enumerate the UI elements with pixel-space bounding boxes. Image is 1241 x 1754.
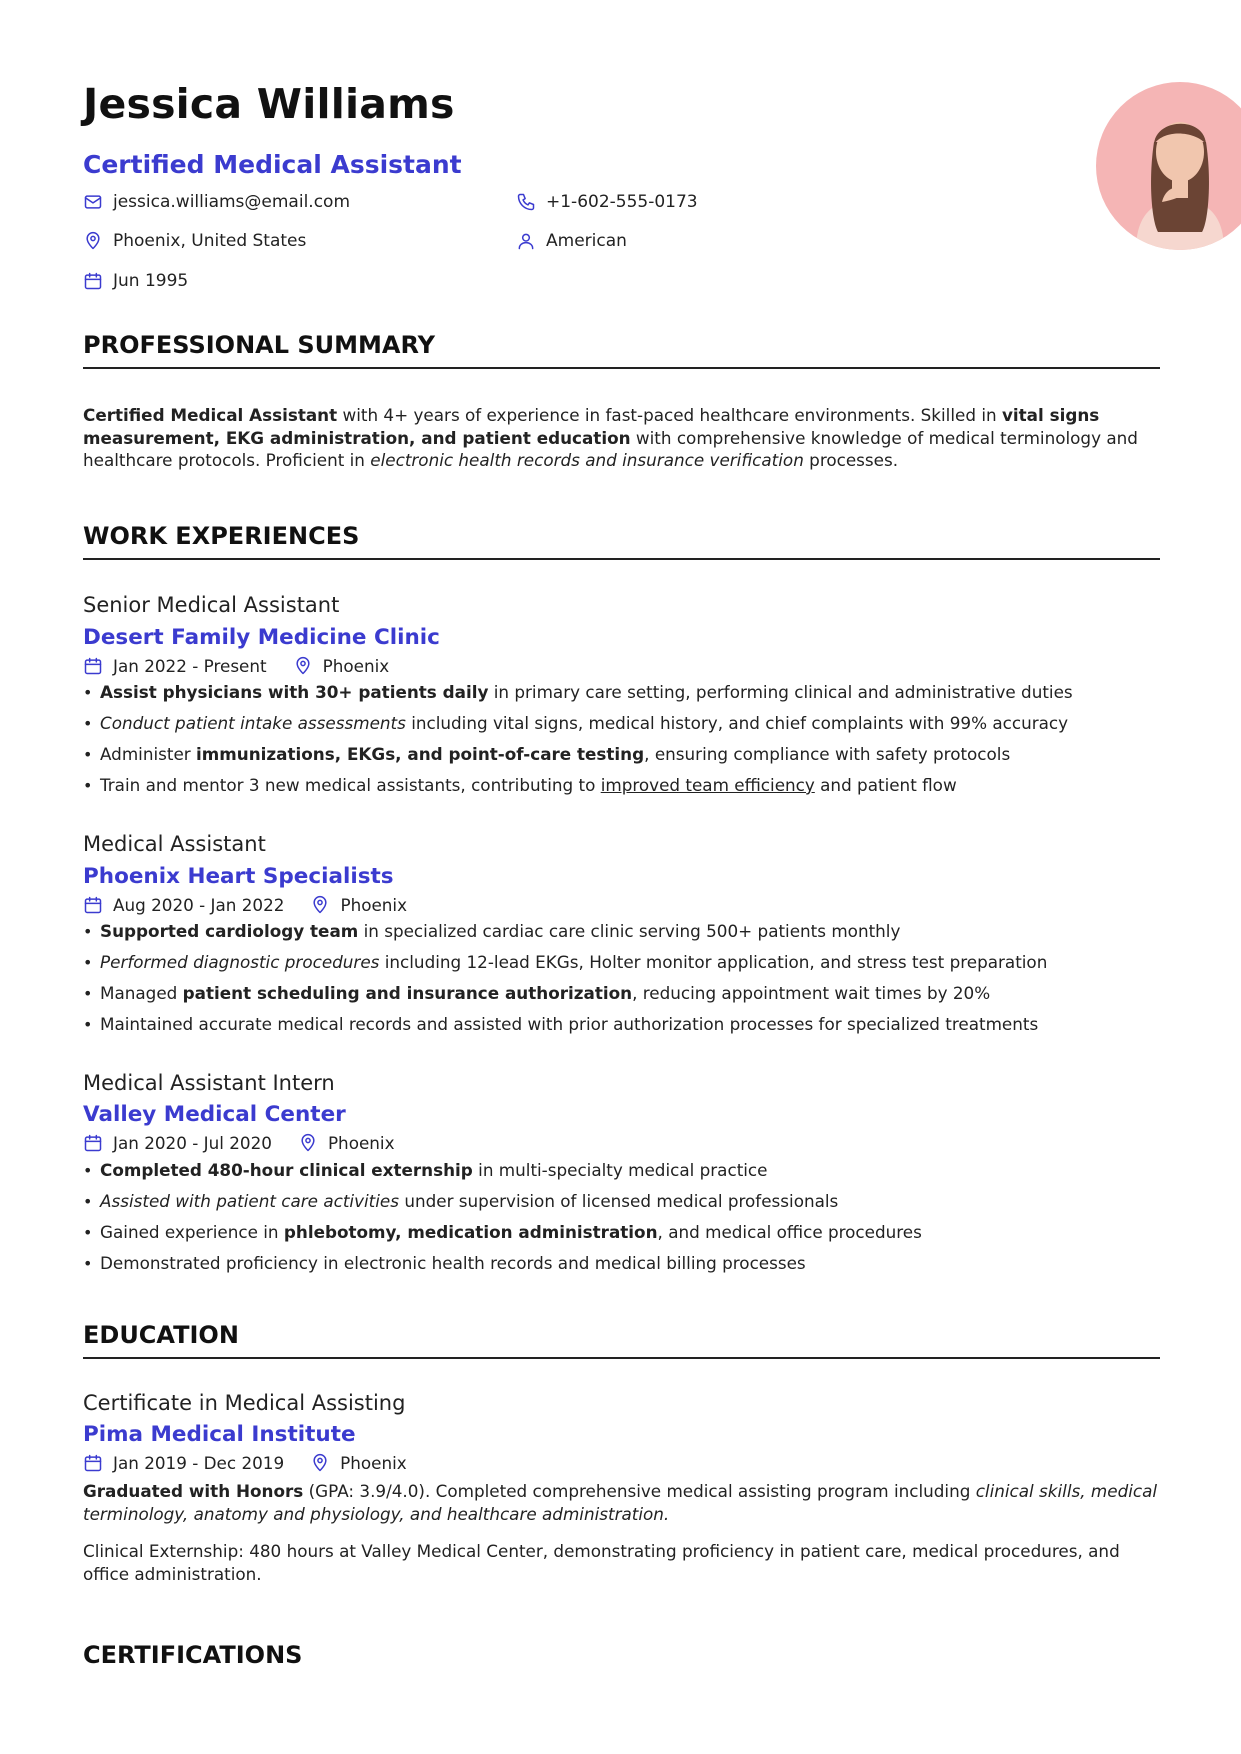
contact-birth-text: Jun 1995: [113, 271, 189, 291]
contact-email-text: jessica.williams@email.com: [113, 192, 351, 212]
job-org: Phoenix Heart Specialists: [83, 864, 394, 889]
bullet-part: Maintained accurate medical records and assisted with prior authorization processes for specialized treatments: [100, 1014, 1039, 1034]
education-extra: Clinical Externship: 480 hours at Valley Medical Center, demonstrating proficiency in patient care, medical procedures, and office administration.: [83, 1541, 1120, 1584]
job-meta: [83, 895, 407, 915]
profile-photo: [1096, 82, 1241, 250]
bullet-part: and patient flow: [814, 775, 957, 795]
section-divider: [83, 558, 1160, 560]
job-org: Valley Medical Center: [83, 1102, 346, 1127]
bullet-part: Demonstrated proficiency in electronic health records and medical billing processes: [100, 1253, 806, 1273]
job-role: Medical Assistant: [83, 832, 266, 856]
bullet-part: including vital signs, medical history, and chief complaints with 99% accuracy: [405, 713, 1069, 733]
section-title-work: WORK EXPERIENCES: [83, 522, 360, 550]
list-item: [83, 916, 1160, 947]
summary-part: with comprehensive knowledge of medical terminology and healthcare protocols. Proficient in: [83, 427, 1138, 470]
bullet-part: improved team efficiency: [600, 775, 815, 795]
bullet-part: Conduct patient intake assessments: [100, 713, 406, 733]
contact-phone-text: +1-602-555-0173: [546, 192, 698, 212]
job-bullets: [83, 677, 1160, 801]
list-item: [83, 1248, 1160, 1279]
location-pin-icon: [310, 895, 330, 915]
job-dates: Aug 2020 - Jan 2022: [113, 895, 285, 915]
education-desc-part: clinical skills, medical terminology, anatomy and physiology, and healthcare administration.: [83, 1481, 1158, 1524]
calendar-icon: [83, 1453, 103, 1473]
education-degree: Certificate in Medical Assisting: [83, 1391, 406, 1415]
bullet-part: Assisted with patient care activities: [100, 1191, 399, 1211]
job-bullets: [83, 1155, 1160, 1279]
bullet-part: Managed: [100, 983, 183, 1003]
job-dates: Jan 2022 - Present: [113, 656, 267, 676]
section-divider: [83, 367, 1160, 369]
job-location: Phoenix: [327, 1133, 395, 1153]
list-item: [83, 1155, 1160, 1186]
contact-location-text: Phoenix, United States: [113, 231, 307, 251]
contact-location: [83, 231, 306, 251]
location-pin-icon: [310, 1453, 330, 1473]
calendar-icon: [83, 656, 103, 676]
list-item: [83, 1009, 1160, 1040]
contact-birth: [83, 271, 188, 291]
bullet-part: including 12-lead EKGs, Holter monitor application, and stress test preparation: [379, 952, 1048, 972]
bullet-part: Completed 480-hour clinical externship: [100, 1160, 473, 1180]
section-divider: [83, 1357, 1160, 1359]
list-item: [83, 677, 1160, 708]
section-title-summary: PROFESSIONAL SUMMARY: [83, 331, 436, 359]
person-icon: [516, 231, 536, 251]
mail-icon: [83, 192, 103, 212]
bullet-part: phlebotomy, medication administration: [283, 1222, 658, 1242]
calendar-icon: [83, 271, 103, 291]
location-pin-icon: [293, 656, 313, 676]
calendar-icon: [83, 1133, 103, 1153]
job-role: Senior Medical Assistant: [83, 593, 340, 617]
candidate-name: Jessica Williams: [83, 80, 455, 128]
list-item: [83, 770, 1160, 801]
job-bullets: [83, 916, 1160, 1040]
summary-text: [83, 404, 1160, 472]
job-dates: Jan 2020 - Jul 2020: [113, 1133, 272, 1153]
education-desc-part: (GPA: 3.9/4.0). Completed comprehensive medical assisting program including: [303, 1481, 976, 1501]
education-meta: [83, 1453, 407, 1473]
bullet-part: , and medical office procedures: [657, 1222, 922, 1242]
bullet-part: Assist physicians with 30+ patients daily: [100, 682, 489, 702]
education-dates: Jan 2019 - Dec 2019: [113, 1453, 285, 1473]
job-meta: [83, 1133, 395, 1153]
summary-part: with 4+ years of experience in fast-paced healthcare environments. Skilled in: [337, 405, 1002, 425]
summary-part: Certified Medical Assistant: [83, 405, 338, 425]
bullet-part: Performed diagnostic procedures: [100, 952, 380, 972]
summary-part: vital signs measurement, EKG administration, and patient education: [83, 405, 1100, 448]
contact-nationality: [516, 231, 627, 251]
summary-part: electronic health records and insurance verification: [370, 450, 804, 470]
job-org: Desert Family Medicine Clinic: [83, 625, 440, 650]
section-title-education: EDUCATION: [83, 1321, 239, 1349]
list-item: [83, 739, 1160, 770]
calendar-icon: [83, 895, 103, 915]
summary-part: processes.: [803, 450, 899, 470]
bullet-part: in specialized cardiac care clinic serving 500+ patients monthly: [358, 921, 901, 941]
education-description: [83, 1480, 1160, 1525]
section-title-certifications: CERTIFICATIONS: [83, 1641, 303, 1669]
bullet-part: in primary care setting, performing clinical and administrative duties: [488, 682, 1073, 702]
list-item: [83, 1217, 1160, 1248]
job-role: Medical Assistant Intern: [83, 1071, 335, 1095]
bullet-part: under supervision of licensed medical professionals: [398, 1191, 839, 1211]
location-pin-icon: [83, 231, 103, 251]
bullet-part: Gained experience in: [100, 1222, 284, 1242]
list-item: [83, 708, 1160, 739]
bullet-part: Supported cardiology team: [100, 921, 359, 941]
job-meta: [83, 656, 389, 676]
list-item: [83, 978, 1160, 1009]
education-school: Pima Medical Institute: [83, 1422, 356, 1447]
bullet-part: in multi-specialty medical practice: [472, 1160, 768, 1180]
list-item: [83, 1186, 1160, 1217]
location-pin-icon: [298, 1133, 318, 1153]
bullet-part: immunizations, EKGs, and point-of-care testing: [196, 744, 645, 764]
job-location: Phoenix: [340, 895, 408, 915]
contact-email[interactable]: [83, 192, 350, 212]
list-item: [83, 947, 1160, 978]
bullet-part: patient scheduling and insurance authorization: [182, 983, 633, 1003]
education-desc-part: Graduated with Honors: [83, 1481, 304, 1501]
contact-nationality-text: American: [546, 231, 627, 251]
bullet-part: , reducing appointment wait times by 20%: [632, 983, 991, 1003]
bullet-part: Administer: [100, 744, 197, 764]
bullet-part: Train and mentor 3 new medical assistants, contributing to: [100, 775, 601, 795]
job-location: Phoenix: [322, 656, 390, 676]
phone-icon: [516, 192, 536, 212]
candidate-headline: Certified Medical Assistant: [83, 150, 462, 179]
contact-phone[interactable]: [516, 192, 698, 212]
bullet-part: , ensuring compliance with safety protocols: [644, 744, 1011, 764]
education-location: Phoenix: [340, 1453, 407, 1473]
